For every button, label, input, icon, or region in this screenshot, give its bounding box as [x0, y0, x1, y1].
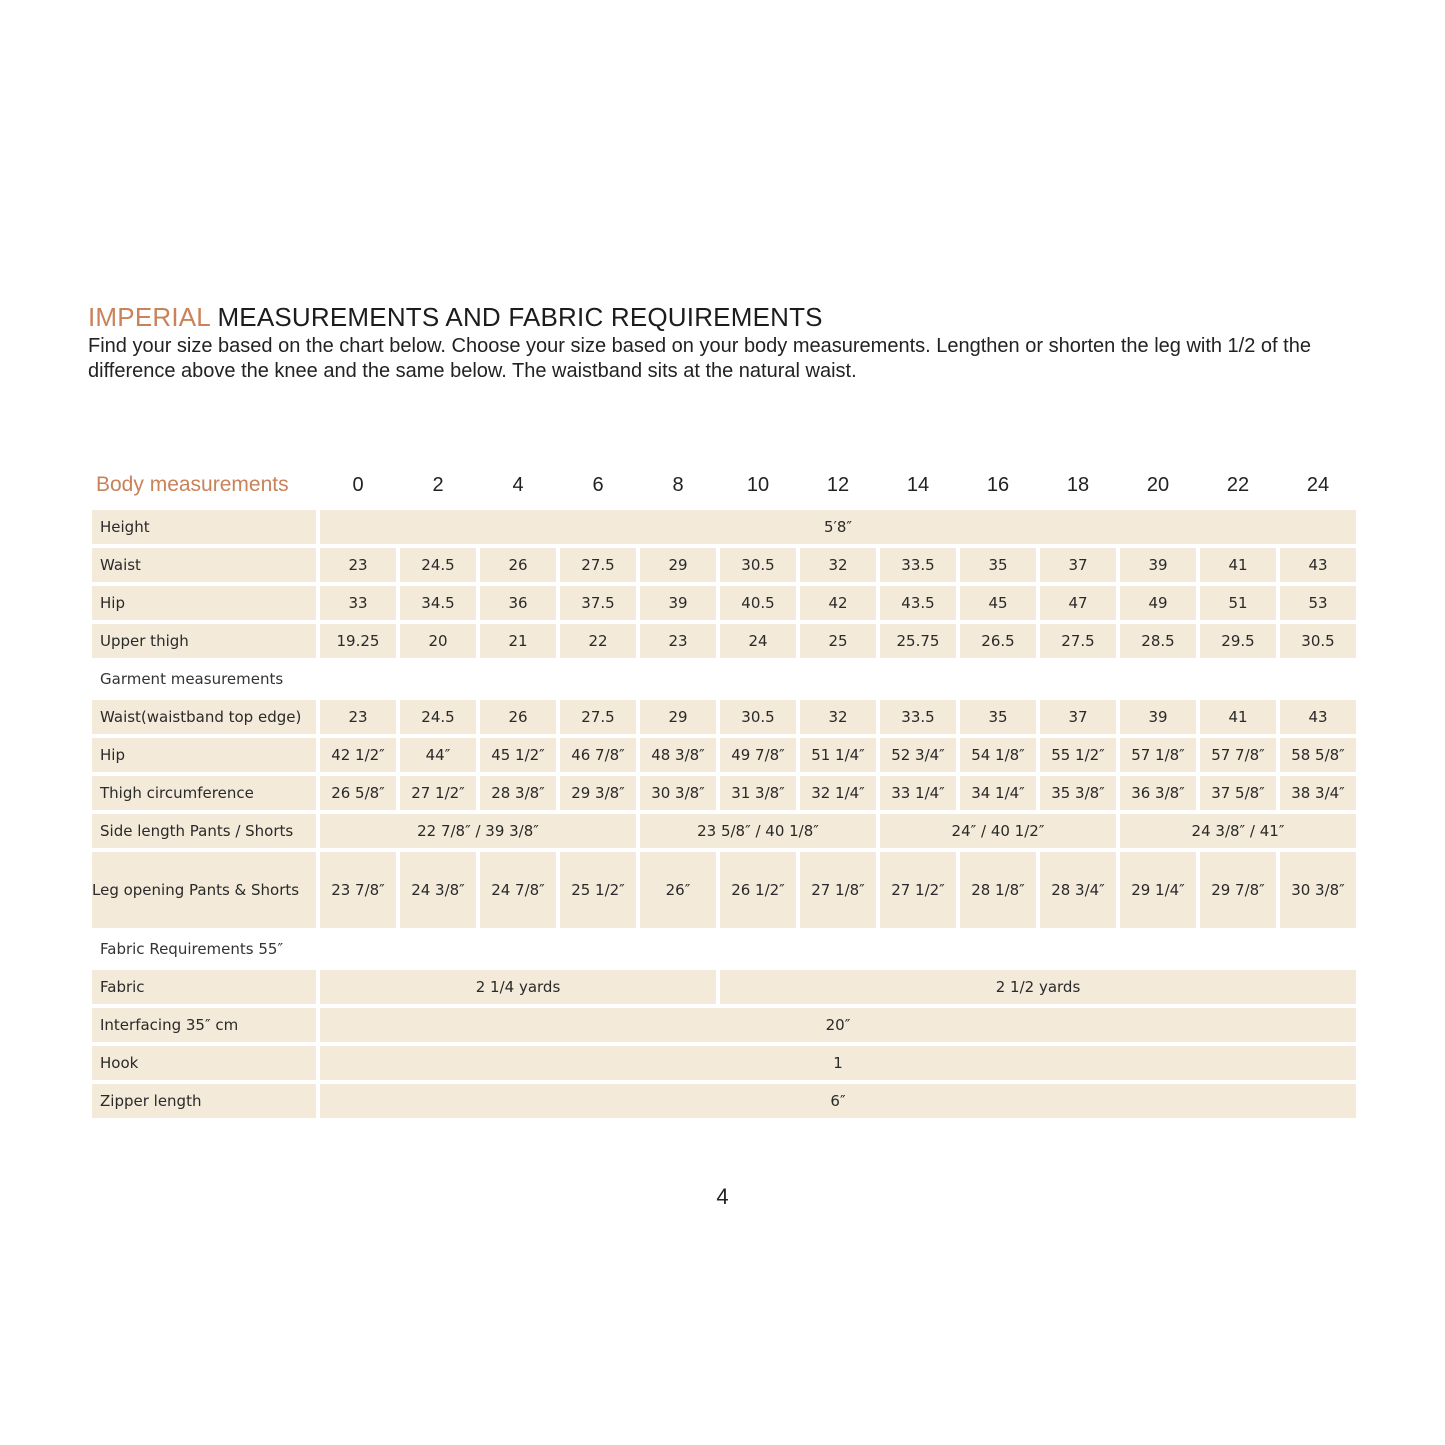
- table-cell: 41: [1200, 700, 1276, 734]
- table-cell: 33.5: [880, 548, 956, 582]
- row-label: Leg opening Pants & Shorts: [92, 852, 316, 928]
- table-row: [92, 1008, 1356, 1042]
- row-label: Hook: [92, 1046, 316, 1080]
- table-row: [92, 510, 1356, 544]
- table-cell: 26: [480, 548, 556, 582]
- table-cell: 57 1/8″: [1120, 738, 1196, 772]
- table-cell: 41: [1200, 548, 1276, 582]
- row-label: Hip: [92, 586, 316, 620]
- table-row: [92, 738, 1356, 772]
- table-cell: 47: [1040, 586, 1116, 620]
- table-cell: 35 3/8″: [1040, 776, 1116, 810]
- table-row: [92, 548, 1356, 582]
- table-cell: 57 7/8″: [1200, 738, 1276, 772]
- table-cell: 22: [560, 624, 636, 658]
- table-cell: 23 5/8″ / 40 1/8″: [640, 814, 876, 848]
- table-cell: 32: [800, 700, 876, 734]
- table-cell: 51: [1200, 586, 1276, 620]
- row-label: Fabric: [92, 970, 316, 1004]
- table-cell: 35: [960, 700, 1036, 734]
- table-cell: 24.5: [400, 700, 476, 734]
- table-cell: 26 1/2″: [720, 852, 796, 928]
- table-row: [92, 624, 1356, 658]
- table-cell: 39: [1120, 548, 1196, 582]
- size-header-row: [92, 464, 1356, 506]
- table-cell: 24.5: [400, 548, 476, 582]
- table-row: [92, 700, 1356, 734]
- table-cell: 23 7/8″: [320, 852, 396, 928]
- table-cell: 22 7/8″ / 39 3/8″: [320, 814, 636, 848]
- table-cell: 19.25: [320, 624, 396, 658]
- row-label: Height: [92, 510, 316, 544]
- table-row: [92, 970, 1356, 1004]
- table-cell: 49 7/8″: [720, 738, 796, 772]
- table-cell: 27.5: [560, 700, 636, 734]
- size-header: 2: [432, 473, 444, 496]
- size-header: 14: [906, 473, 930, 496]
- size-header: 16: [986, 473, 1010, 496]
- size-header: 20: [1146, 473, 1170, 496]
- table-cell: 34 1/4″: [960, 776, 1036, 810]
- table-cell: 30.5: [720, 548, 796, 582]
- table-cell: 45 1/2″: [480, 738, 556, 772]
- table-cell: 21: [480, 624, 556, 658]
- table-cell: 27 1/2″: [880, 852, 956, 928]
- size-header: 8: [672, 473, 684, 496]
- table-cell: 37: [1040, 700, 1116, 734]
- table-cell: 27 1/2″: [400, 776, 476, 810]
- table-cell: 26″: [640, 852, 716, 928]
- row-label: Interfacing 35″ cm: [92, 1008, 316, 1042]
- table-cell: 58 5/8″: [1280, 738, 1356, 772]
- table-cell: 40.5: [720, 586, 796, 620]
- row-label: Hip: [92, 738, 316, 772]
- table-cell: 1: [320, 1046, 1356, 1080]
- table-cell: 55 1/2″: [1040, 738, 1116, 772]
- section-heading-row: [92, 932, 1356, 966]
- page-header: [88, 300, 1368, 384]
- table-cell: 24″ / 40 1/2″: [880, 814, 1116, 848]
- section-heading: Garment measurements: [100, 670, 284, 688]
- table-cell: 23: [320, 700, 396, 734]
- table-cell: 43.5: [880, 586, 956, 620]
- table-cell: 44″: [400, 738, 476, 772]
- table-cell: 24 3/8″: [400, 852, 476, 928]
- table-cell: 36: [480, 586, 556, 620]
- section-heading-row: [92, 662, 1356, 696]
- table-cell: 28.5: [1120, 624, 1196, 658]
- table-cell: 29 1/4″: [1120, 852, 1196, 928]
- table-cell: 53: [1280, 586, 1356, 620]
- table-cell: 26: [480, 700, 556, 734]
- table-cell: 29 7/8″: [1200, 852, 1276, 928]
- table-cell: 33.5: [880, 700, 956, 734]
- table-cell: 48 3/8″: [640, 738, 716, 772]
- size-header: 22: [1226, 473, 1250, 496]
- row-label: Waist: [92, 548, 316, 582]
- table-row: [92, 1084, 1356, 1118]
- table-cell: 37 5/8″: [1200, 776, 1276, 810]
- table-cell: 27.5: [560, 548, 636, 582]
- table-row: [92, 776, 1356, 810]
- size-header: 0: [352, 473, 364, 496]
- table-cell: 2 1/4 yards: [320, 970, 716, 1004]
- table-cell: 37.5: [560, 586, 636, 620]
- table-cell: 30.5: [720, 700, 796, 734]
- section-heading: Fabric Requirements 55″: [100, 940, 284, 958]
- table-cell: 51 1/4″: [800, 738, 876, 772]
- row-label: Waist(waistband top edge): [92, 700, 316, 734]
- table-cell: 23: [320, 548, 396, 582]
- table-row: [92, 586, 1356, 620]
- table-cell: 39: [640, 586, 716, 620]
- table-cell: 24: [720, 624, 796, 658]
- table-cell: 42 1/2″: [320, 738, 396, 772]
- table-cell: 25.75: [880, 624, 956, 658]
- table-cell: 34.5: [400, 586, 476, 620]
- table-cell: 28 1/8″: [960, 852, 1036, 928]
- table-cell: 24 3/8″ / 41″: [1120, 814, 1356, 848]
- table-cell: 28 3/4″: [1040, 852, 1116, 928]
- table-row: [92, 1046, 1356, 1080]
- table-cell: 33 1/4″: [880, 776, 956, 810]
- table-cell: 46 7/8″: [560, 738, 636, 772]
- table-cell: 2 1/2 yards: [720, 970, 1356, 1004]
- row-label: Thigh circumference: [92, 776, 316, 810]
- size-header: 4: [512, 473, 524, 496]
- table-cell: 43: [1280, 700, 1356, 734]
- table-cell: 37: [1040, 548, 1116, 582]
- size-chart-body: [92, 510, 1356, 1118]
- table-cell: 20″: [320, 1008, 1356, 1042]
- table-cell: 25: [800, 624, 876, 658]
- title-accent: IMPERIAL: [88, 302, 211, 332]
- table-cell: 26 5/8″: [320, 776, 396, 810]
- page-number: 4: [716, 1184, 729, 1209]
- table-cell: 29: [640, 700, 716, 734]
- body-measurements-heading: Body measurements: [96, 473, 289, 496]
- title-rest: MEASUREMENTS AND FABRIC REQUIREMENTS: [210, 302, 823, 332]
- table-row: [92, 852, 1356, 928]
- table-cell: 45: [960, 586, 1036, 620]
- table-cell: 5′8″: [320, 510, 1356, 544]
- table-cell: 31 3/8″: [720, 776, 796, 810]
- table-cell: 28 3/8″: [480, 776, 556, 810]
- table-cell: 23: [640, 624, 716, 658]
- intro-text: Find your size based on the chart below. Choose your size based on your body measurements. Lengthen or shorten the leg with 1/2 of the difference above the knee and the same below. The waistband sits at the natural waist.: [88, 335, 1311, 382]
- table-cell: 54 1/8″: [960, 738, 1036, 772]
- row-label: Side length Pants / Shorts: [92, 814, 316, 848]
- size-header: 6: [592, 473, 604, 496]
- table-cell: 32: [800, 548, 876, 582]
- row-label: Zipper length: [92, 1084, 316, 1118]
- page-title: [88, 300, 1368, 334]
- size-chart-table: [88, 460, 1360, 1122]
- table-cell: 30 3/8″: [640, 776, 716, 810]
- table-cell: 30 3/8″: [1280, 852, 1356, 928]
- table-cell: 30.5: [1280, 624, 1356, 658]
- size-header: 12: [826, 473, 850, 496]
- table-cell: 43: [1280, 548, 1356, 582]
- table-cell: 38 3/4″: [1280, 776, 1356, 810]
- table-cell: 25 1/2″: [560, 852, 636, 928]
- table-cell: 29.5: [1200, 624, 1276, 658]
- table-cell: 6″: [320, 1084, 1356, 1118]
- table-cell: 20: [400, 624, 476, 658]
- table-cell: 52 3/4″: [880, 738, 956, 772]
- table-cell: 27.5: [1040, 624, 1116, 658]
- size-header: 10: [746, 473, 770, 496]
- size-header: 18: [1066, 473, 1090, 496]
- table-cell: 24 7/8″: [480, 852, 556, 928]
- table-cell: 49: [1120, 586, 1196, 620]
- table-cell: 35: [960, 548, 1036, 582]
- table-cell: 29: [640, 548, 716, 582]
- table-row: [92, 814, 1356, 848]
- table-cell: 33: [320, 586, 396, 620]
- table-cell: 32 1/4″: [800, 776, 876, 810]
- table-cell: 27 1/8″: [800, 852, 876, 928]
- size-header: 24: [1306, 473, 1330, 496]
- row-label: Upper thigh: [92, 624, 316, 658]
- table-cell: 26.5: [960, 624, 1036, 658]
- table-cell: 42: [800, 586, 876, 620]
- table-cell: 29 3/8″: [560, 776, 636, 810]
- table-cell: 36 3/8″: [1120, 776, 1196, 810]
- table-cell: 39: [1120, 700, 1196, 734]
